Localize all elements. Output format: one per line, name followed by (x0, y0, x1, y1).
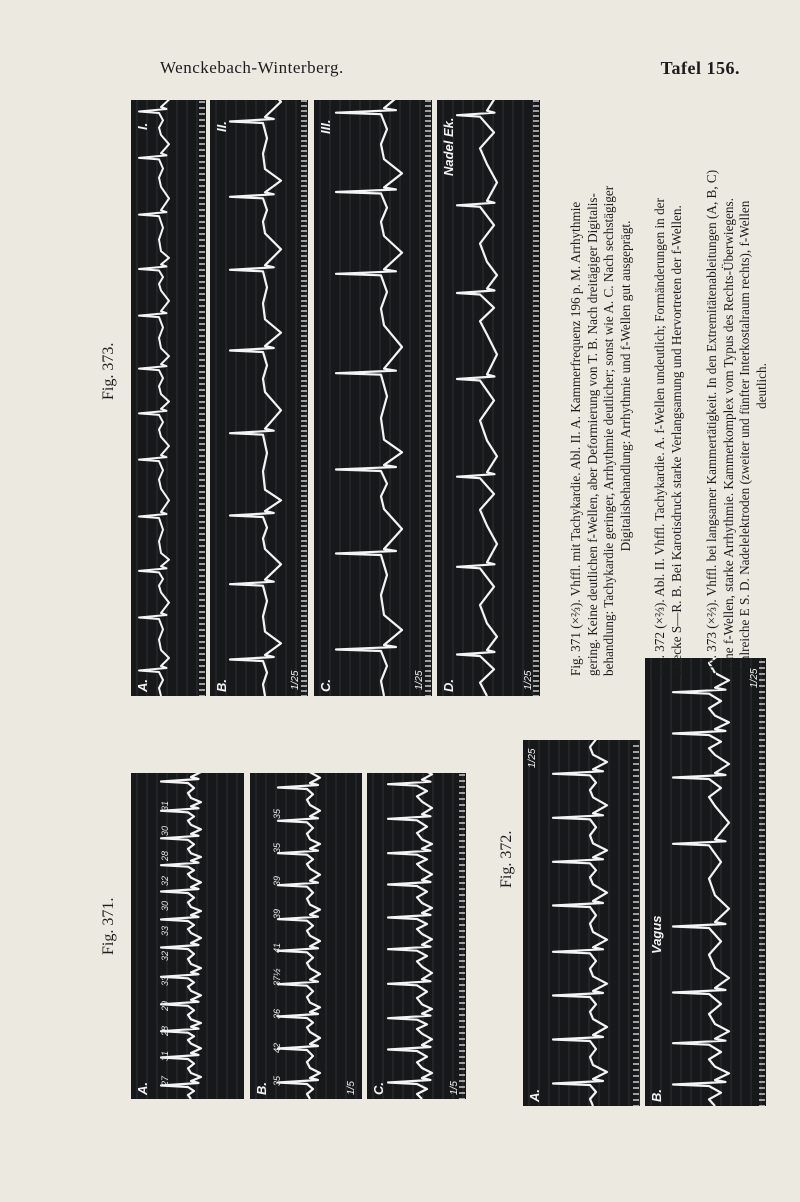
timescale-373-c: 1/25 (414, 670, 425, 690)
lead-label-373-a: A. (135, 679, 150, 692)
lead-label-371-a: A. (135, 1082, 150, 1095)
caption-fig-372 (652, 96, 685, 676)
cycle-number-371-a: 29 (160, 1000, 170, 1011)
ecg-strip-373-a (131, 100, 206, 696)
lead-label-373-d: D. (441, 679, 456, 692)
cycle-number-371-a: 30 (160, 900, 170, 911)
timescale-373-b: 1/25 (290, 670, 301, 690)
ecg-strip-371-a (131, 773, 244, 1099)
ecg-trace-371-b (250, 773, 362, 1099)
lead-label-372-b: B. (649, 1089, 664, 1102)
running-header-authors: Wenckebach-Winterberg. (160, 58, 344, 77)
ecg-strip-373-d (437, 100, 540, 696)
ecg-strip-371-b (250, 773, 362, 1099)
ecg-strip-371-c (367, 773, 466, 1099)
cycle-number-371-a: 31 (160, 800, 170, 811)
figure-label-373: Fig. 373. (100, 342, 117, 400)
caption-371-line-2: gering. Keine deutlichen f-Wellen, aber Deformierung von T. B. Nach dreitägiger Digitalis- (584, 193, 600, 676)
timescale-372-b: 1/25 (749, 668, 760, 688)
ecg-strip-373-b (210, 100, 308, 696)
lead-label-373-roman-3: III. (318, 119, 333, 134)
ecg-trace-373-c (314, 100, 432, 696)
timescale-371-c: 1/5 (449, 1081, 460, 1095)
lead-label-373-b: B. (214, 679, 229, 692)
ecg-trace-373-b (210, 100, 308, 696)
cycle-number-371-a: 32 (160, 950, 170, 961)
lead-label-373-roman-2: II. (214, 121, 229, 132)
figure-label-372: Fig. 372. (498, 830, 515, 888)
cycle-number-371-a: 33 (160, 975, 170, 986)
caption-371-line-3: behandlung: Tachykardie geringer, Arrhythmie deutlicher; sonst wie A. C. Nach sechstägiger (601, 185, 616, 676)
timescale-371-b: 1/5 (346, 1081, 357, 1095)
lead-label-372-a: A. (527, 1089, 542, 1102)
ecg-trace-372-a (523, 740, 640, 1106)
cycle-number-371-b: 35 (272, 842, 282, 853)
cycle-number-371-a: 33 (160, 925, 170, 936)
lead-label-373-c: C. (318, 679, 333, 692)
lead-label-371-b: B. (254, 1082, 269, 1095)
caption-372-line-1: Fig. 372 (×⅔). Abl. II. Vhffl. Tachykardie. A. f-Wellen undeutlich; Formänderungen in der (652, 198, 667, 676)
caption-373-line-3: Zahlreiche E S. D. Nadelelektroden (zweiter und fünfter Interkostalraum rechts), f-Wellen (737, 200, 752, 676)
lead-label-371-c: C. (371, 1082, 386, 1095)
ecg-strip-372-b (645, 658, 766, 1106)
ecg-trace-373-a (131, 100, 206, 696)
cycle-number-371-a: 28 (160, 1025, 170, 1036)
timescale-372-a: 1/25 (527, 748, 538, 768)
cycle-number-371-a: 31 (160, 1050, 170, 1061)
cycle-number-371-b: 42 (272, 1042, 282, 1053)
figure-label-371: Fig. 371. (100, 897, 117, 955)
caption-373-line-2: keine f-Wellen, starke Arrhythmie. Kammerkomplex vom Typus des Rechts-Überwiegens. (720, 198, 736, 676)
cycle-number-371-b: 39 (272, 875, 282, 886)
ecg-trace-372-b (645, 658, 766, 1106)
caption-372-line-2: Strecke S—R. B. Bei Karotisdruck starke Verlangsamung und Hervortreten der f-Wellen. (668, 205, 684, 676)
cycle-number-371-a: 28 (160, 850, 170, 861)
plate-number: Tafel 156. (660, 58, 740, 78)
lead-label-372-vagus: Vagus (649, 915, 664, 954)
cycle-number-371-b: 41 (272, 942, 282, 953)
timescale-373-d: 1/25 (523, 670, 534, 690)
cycle-number-371-b: 36 (272, 1009, 282, 1020)
cycle-number-371-b: 39 (272, 909, 282, 920)
ecg-trace-371-a (131, 773, 244, 1099)
ecg-strip-373-c (314, 100, 432, 696)
caption-373-line-1: Fig. 373 (×⅔). Vhffl. bei langsamer Kammertätigkeit. In den Extremitätenableitungen (A, B, C) (704, 169, 719, 676)
caption-371-line-4: Digitalisbehandlung: Arrhythmie und f-Wellen gut ausgeprägt. (617, 220, 633, 552)
caption-373-line-4: deutlich. (753, 363, 769, 409)
cycle-number-371-a: 27 (160, 1075, 170, 1086)
ecg-trace-371-c (367, 773, 466, 1099)
cycle-number-371-a: 30 (160, 825, 170, 836)
ecg-trace-373-d (437, 100, 540, 696)
cycle-number-371-a: 32 (160, 875, 170, 886)
caption-fig-371 (568, 96, 634, 676)
cycle-number-371-b: 35 (272, 809, 282, 820)
ecg-strip-372-a (523, 740, 640, 1106)
lead-label-373-roman-1: I. (135, 122, 150, 130)
cycle-number-371-b: 37½ (272, 968, 282, 986)
caption-371-line-1: Fig. 371 (×⅔). Vhffl. mit Tachykardie. Abl. II. A. Kammerfrequenz 196 p. M. Arrhythmie (568, 201, 583, 676)
lead-label-373-nadel: Nadel Ek. (441, 117, 456, 176)
cycle-number-371-b: 35 (272, 1075, 282, 1086)
caption-fig-373 (704, 96, 770, 676)
